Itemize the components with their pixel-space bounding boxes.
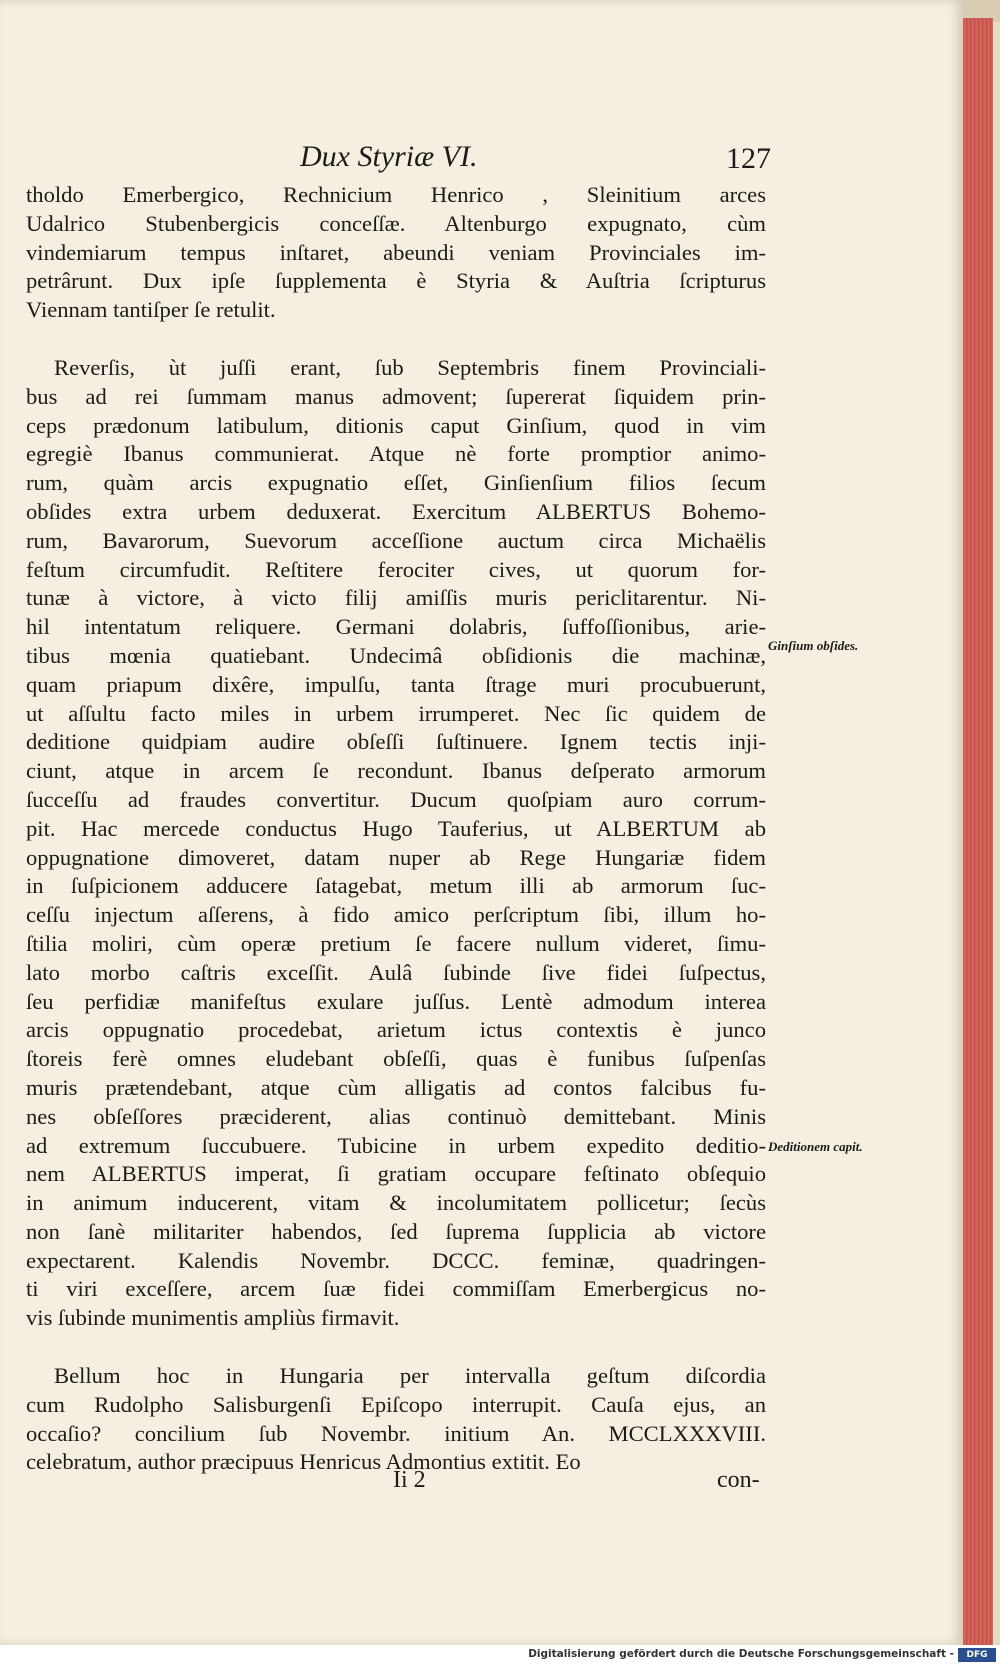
paragraph — [26, 1362, 766, 1477]
digitization-footer — [0, 1645, 1000, 1665]
text-line: Reverſis, ùt juſſi erant, ſub Septembris finem Provinciali- — [54, 354, 766, 380]
text-line: bus ad rei ſummam manus admovent; ſupererat ſiquidem prin- — [26, 383, 766, 409]
text-line: nes obſeſſores præciderent, alias continuò demittebant. Minis — [26, 1103, 766, 1129]
text-line: ad extremum ſuccubuere. Tubicine in urbem expedito deditio- — [26, 1132, 766, 1158]
page-number: 127 — [726, 142, 771, 175]
text-line: pit. Hac mercede conductus Hugo Tauferius, ut ALBERTUM ab — [26, 815, 766, 841]
margin-note: Deditionem capit. — [768, 1139, 863, 1154]
text-line: rum, quàm arcis expugnatio eſſet, Ginſienſium filios ſecum — [26, 470, 766, 496]
paragraph-gap — [26, 1333, 766, 1362]
text-line: deditione quidpiam audire obſeſſi ſuſtinuere. Ignem tectis inji- — [26, 729, 766, 755]
text-line: non ſanè militariter habendos, ſed ſuprema ſupplicia ab victore — [26, 1218, 766, 1244]
text-line: Bellum hoc in Hungaria per intervalla geſtum diſcordia — [54, 1363, 766, 1389]
text-line: oppugnatione dimoveret, datam nuper ab Rege Hungariæ fidem — [26, 844, 766, 870]
text-line: in animum inducerent, vitam & incolumitatem pollicetur; ſecùs — [26, 1190, 766, 1216]
text-line: ut aſſultu facto miles in urbem irrumperet. Nec ſic quidem de — [26, 700, 766, 726]
text-line: feſtum circumfudit. Reſtitere ferociter cives, ut quorum for- — [26, 556, 766, 582]
margin-note: Ginſium obſides. — [768, 638, 859, 653]
text-line: expectarent. Kalendis Novembr. DCCC. feminæ, quadringen- — [26, 1247, 766, 1273]
text-line: Udalrico Stubenbergicis conceſſæ. Altenburgo expugnato, cùm — [26, 210, 766, 236]
paragraph — [26, 181, 766, 325]
text-line: cum Rudolpho Salisburgenſi Epiſcopo interrupit. Cauſa ejus, an — [26, 1391, 766, 1417]
text-line: vis ſubinde munimentis ampliùs firmavit. — [26, 1305, 400, 1331]
text-line: nem ALBERTUS imperat, ſi gratiam occupare feſtinato obſequio — [26, 1161, 766, 1187]
red-page-edges — [963, 18, 993, 1645]
dfg-logo-icon: DFG — [958, 1648, 996, 1662]
text-line: vindemiarum tempus inſtaret, abeundi veniam Provinciales im- — [26, 239, 766, 265]
text-line: egregiè Ibanus communierat. Atque nè forte promptior animo- — [26, 441, 766, 467]
text-line: in ſuſpicionem adducere ſatagebat, metum illi ab armorum ſuc- — [26, 873, 766, 899]
text-line: quam priapum dixêre, impulſu, tanta ſtrage muri procubuerunt, — [26, 671, 766, 697]
text-line: Viennam tantiſper ſe retulit. — [26, 297, 276, 323]
text-line: muris prætendebant, atque cùm alligatis ad contos falcibus fu- — [26, 1074, 766, 1100]
catchword: con- — [717, 1467, 760, 1493]
text-line: tholdo Emerbergico, Rechnicium Henrico , Sleinitium arces — [26, 182, 766, 207]
text-line: arcis oppugnatio procedebat, arietum ictus contextis è junco — [26, 1017, 766, 1043]
text-line: tibus mœnia quatiebant. Undecimâ obſidionis die machinæ, — [26, 642, 766, 668]
footer-credit: Digitalisierung gefördert durch die Deutsche Forschungsgemeinschaft - — [528, 1648, 954, 1660]
text-line: ti viri exceſſere, arcem ſuæ fidei commiſſam Emerbergicus no- — [26, 1276, 766, 1302]
text-line: hil intentatum reliquere. Germani dolabris, ſuffoſſionibus, arie- — [26, 614, 766, 640]
text-line: lato morbo caſtris exceſſit. Aulâ ſubinde ſive fidei ſuſpectus, — [26, 959, 766, 985]
text-line: ceſſu injectum aſſerens, à fido amico perſcriptum ſibi, illum ho- — [26, 902, 766, 928]
text-line: obſides extra urbem deduxerat. Exercitum ALBERTUS Bohemo- — [26, 498, 766, 524]
page-header — [0, 140, 963, 180]
text-line: ſeu perfidiæ manifeſtus exulare juſſus. Lentè admodum interea — [26, 988, 766, 1014]
paragraph-gap — [26, 325, 766, 354]
body-text — [26, 181, 766, 1477]
signature-mark: Ii 2 — [393, 1467, 426, 1493]
text-line: occaſio? concilium ſub Novembr. initium An. MCCLXXXVIII. — [26, 1420, 766, 1446]
text-line: ſucceſſu ad fraudes convertitur. Ducum quoſpiam auro corrum- — [26, 786, 766, 812]
text-line: ciunt, atque in arcem ſe recondunt. Ibanus deſperato armorum — [26, 758, 766, 784]
paragraph — [26, 354, 766, 1333]
text-line: ſtilia moliri, cùm operæ pretium ſe facere nullum videret, ſimu- — [26, 930, 766, 956]
running-title: Dux Styriæ VI. — [300, 140, 478, 173]
text-line: ſtoreis ferè omnes eludebant obſeſſi, quas è funibus ſuſpenſas — [26, 1046, 766, 1072]
text-line: rum, Bavarorum, Suevorum acceſſione auctum circa Michaëlis — [26, 527, 766, 553]
text-line: tunæ à victore, à victo filij amiſſis muris periclitarentur. Ni- — [26, 585, 766, 611]
text-line: celebratum, author præcipuus Henricus Admontius extitit. Eo — [26, 1449, 581, 1475]
text-line: petrârunt. Dux ipſe ſupplementa è Styria & Auſtria ſcripturus — [26, 268, 766, 294]
text-line: ceps prædonum latibulum, ditionis caput Ginſium, quod in vim — [26, 412, 766, 438]
